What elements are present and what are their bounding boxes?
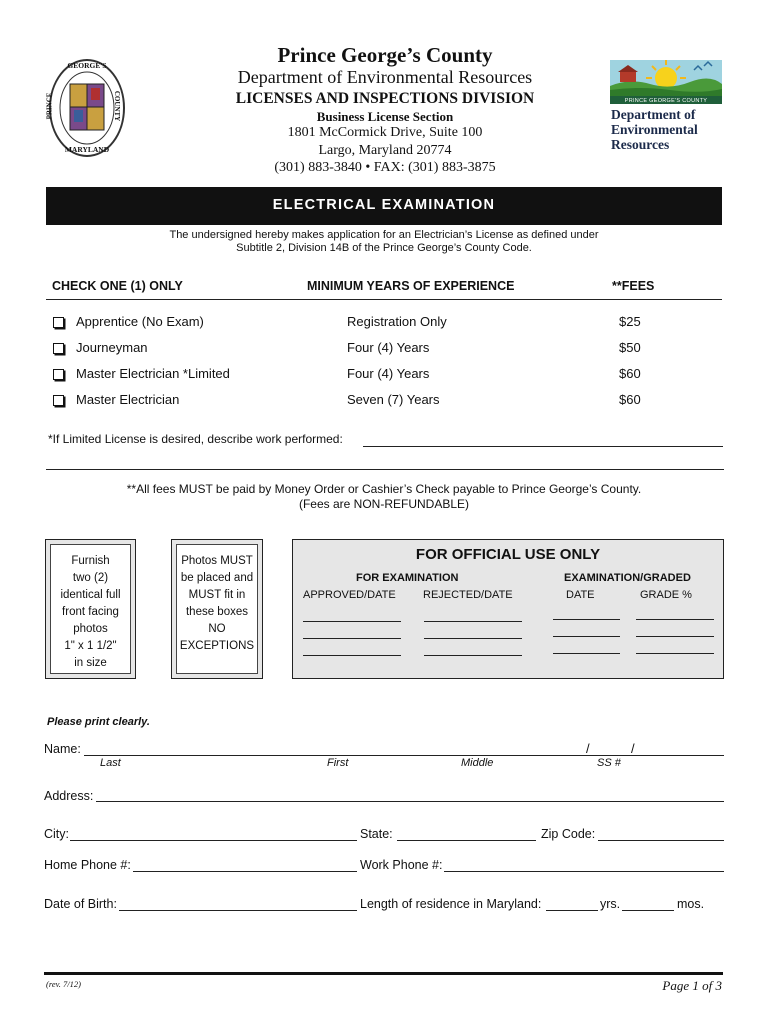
date-label: DATE (566, 589, 595, 601)
fees-note-2: (Fees are NON-REFUNDABLE) (298, 497, 470, 511)
zip-label: Zip Code: (541, 827, 596, 841)
middle-caption: Middle (461, 757, 494, 769)
ss-slash-2: / (631, 741, 635, 756)
header-min-experience: MINIMUM YEARS OF EXPERIENCE (307, 279, 515, 293)
experience: Four (4) Years (347, 340, 430, 355)
photo-note: identical full (60, 589, 121, 601)
intro-line-1: The undersigned hereby makes application for an Electrician’s License as defined under (169, 229, 599, 241)
seal-bottom-text: MARYLAND (64, 145, 110, 154)
last-caption: Last (100, 757, 121, 769)
photo-box-1-inner (50, 544, 131, 674)
county-title: Prince George’s County (277, 43, 493, 67)
license-type: Master Electrician *Limited (76, 366, 230, 381)
approved-field[interactable] (303, 638, 401, 639)
photo-note: front facing (62, 606, 119, 618)
license-type: Journeyman (76, 340, 148, 355)
table-header-rule (46, 299, 722, 300)
exam-date-field[interactable] (553, 636, 620, 637)
fees-note-1: **All fees MUST be paid by Money Order or Cashier’s Check payable to Prince George’s County. (126, 482, 642, 496)
header-fees: **FEES (612, 279, 655, 293)
grade-field[interactable] (636, 636, 714, 637)
grade-field[interactable] (636, 653, 714, 654)
footer-rule (44, 972, 723, 975)
photo-note: in size (74, 657, 107, 669)
official-use-title: FOR OFFICIAL USE ONLY (415, 546, 601, 563)
rejected-date-label: REJECTED/DATE (423, 589, 513, 601)
department-title: Department of Environmental Resources (237, 67, 533, 87)
dob-label: Date of Birth: (44, 897, 117, 911)
first-caption: First (327, 757, 349, 769)
dob-field[interactable] (119, 910, 357, 911)
years-label: yrs. (600, 897, 621, 911)
limited-work-field[interactable] (363, 446, 723, 447)
form-title-banner (46, 187, 722, 225)
photo-note: MUST fit in (188, 589, 246, 601)
rejected-field[interactable] (424, 638, 522, 639)
header-check-one: CHECK ONE (1) ONLY (52, 279, 183, 293)
approved-field[interactable] (303, 655, 401, 656)
logo-line-1: Department of (611, 107, 696, 122)
logo-band-text: PRINCE GEORGE'S COUNTY (624, 98, 708, 104)
revision-note: (rev. 7/12) (46, 979, 81, 989)
photo-note: NO (208, 623, 226, 635)
zip-field[interactable] (598, 840, 724, 841)
fee: $60 (619, 366, 641, 381)
photo-note: Furnish (71, 555, 110, 567)
checkbox-master-limited[interactable] (53, 369, 64, 380)
limited-license-note: *If Limited License is desired, describe work performed: (48, 432, 343, 446)
city-label: City: (44, 827, 69, 841)
exam-date-field[interactable] (553, 619, 620, 620)
checkbox-journeyman[interactable] (53, 343, 64, 354)
seal-left-text: PRINCE (45, 92, 54, 120)
experience: Registration Only (347, 314, 447, 329)
photo-note: photos (73, 623, 108, 635)
photo-note: be placed and (180, 572, 254, 584)
state-label: State: (360, 827, 393, 841)
section-title: Business License Section (316, 109, 454, 124)
license-type: Master Electrician (76, 392, 180, 407)
photo-box-1[interactable] (45, 539, 136, 679)
rejected-field[interactable] (424, 621, 522, 622)
home-phone-field[interactable] (133, 871, 357, 872)
photo-box-2[interactable] (171, 539, 263, 679)
official-use-box (292, 539, 724, 679)
seal-right-text: COUNTY (113, 90, 122, 122)
work-phone-field[interactable] (444, 871, 724, 872)
address-line-1: 1801 McCormick Drive, Suite 100 (287, 125, 483, 140)
division-title: LICENSES AND INSPECTIONS DIVISION (235, 90, 535, 107)
print-clearly-note: Please print clearly. (47, 716, 150, 728)
license-type: Apprentice (No Exam) (76, 314, 204, 329)
logo-line-2: Environmental (611, 122, 698, 137)
experience: Four (4) Years (347, 366, 430, 381)
state-field[interactable] (397, 840, 536, 841)
exam-date-field[interactable] (553, 653, 620, 654)
exam-graded-label: EXAMINATION/GRADED (564, 572, 691, 584)
residence-label: Length of residence in Maryland: (360, 897, 542, 911)
photo-note: 1" x 1 1/2" (64, 640, 117, 652)
address-field[interactable] (96, 801, 724, 802)
work-phone-label: Work Phone #: (360, 858, 443, 872)
months-label: mos. (677, 897, 705, 911)
der-logo (610, 56, 725, 156)
photo-note: two (2) (72, 572, 109, 584)
city-field[interactable] (70, 840, 357, 841)
home-phone-label: Home Phone #: (44, 858, 131, 872)
limited-work-field-2[interactable] (46, 469, 724, 470)
grade-label: GRADE % (640, 589, 692, 601)
experience: Seven (7) Years (347, 392, 440, 407)
approved-field[interactable] (303, 621, 401, 622)
ss-slash-1: / (586, 741, 590, 756)
residence-months-field[interactable] (622, 910, 674, 911)
approved-date-label: APPROVED/DATE (303, 589, 396, 601)
name-field[interactable] (84, 755, 724, 756)
for-examination-label: FOR EXAMINATION (356, 572, 459, 584)
name-label: Name: (44, 742, 81, 756)
grade-field[interactable] (636, 619, 714, 620)
address-line-2: Largo, Maryland 20774 (318, 143, 452, 158)
checkbox-master[interactable] (53, 395, 64, 406)
checkbox-apprentice[interactable] (53, 317, 64, 328)
fee: $25 (619, 314, 641, 329)
ss-caption: SS # (597, 757, 621, 769)
photo-note: these boxes (185, 606, 248, 618)
seal-top-text: GEORGE'S (67, 61, 107, 70)
page-number: Page 1 of 3 (662, 978, 722, 993)
phone-fax: (301) 883-3840 • FAX: (301) 883-3875 (274, 160, 496, 175)
fee: $50 (619, 340, 641, 355)
rejected-field[interactable] (424, 655, 522, 656)
photo-box-2-inner (176, 544, 258, 674)
county-seal (45, 58, 126, 158)
logo-line-3: Resources (611, 137, 670, 152)
intro-line-2: Subtitle 2, Division 14B of the Prince George’s County Code. (236, 242, 532, 254)
address-label: Address: (44, 789, 94, 803)
photo-note: EXCEPTIONS (179, 640, 255, 652)
fee: $60 (619, 392, 641, 407)
form-title: ELECTRICAL EXAMINATION (272, 197, 496, 213)
photo-note: Photos MUST (181, 555, 253, 567)
residence-years-field[interactable] (546, 910, 598, 911)
